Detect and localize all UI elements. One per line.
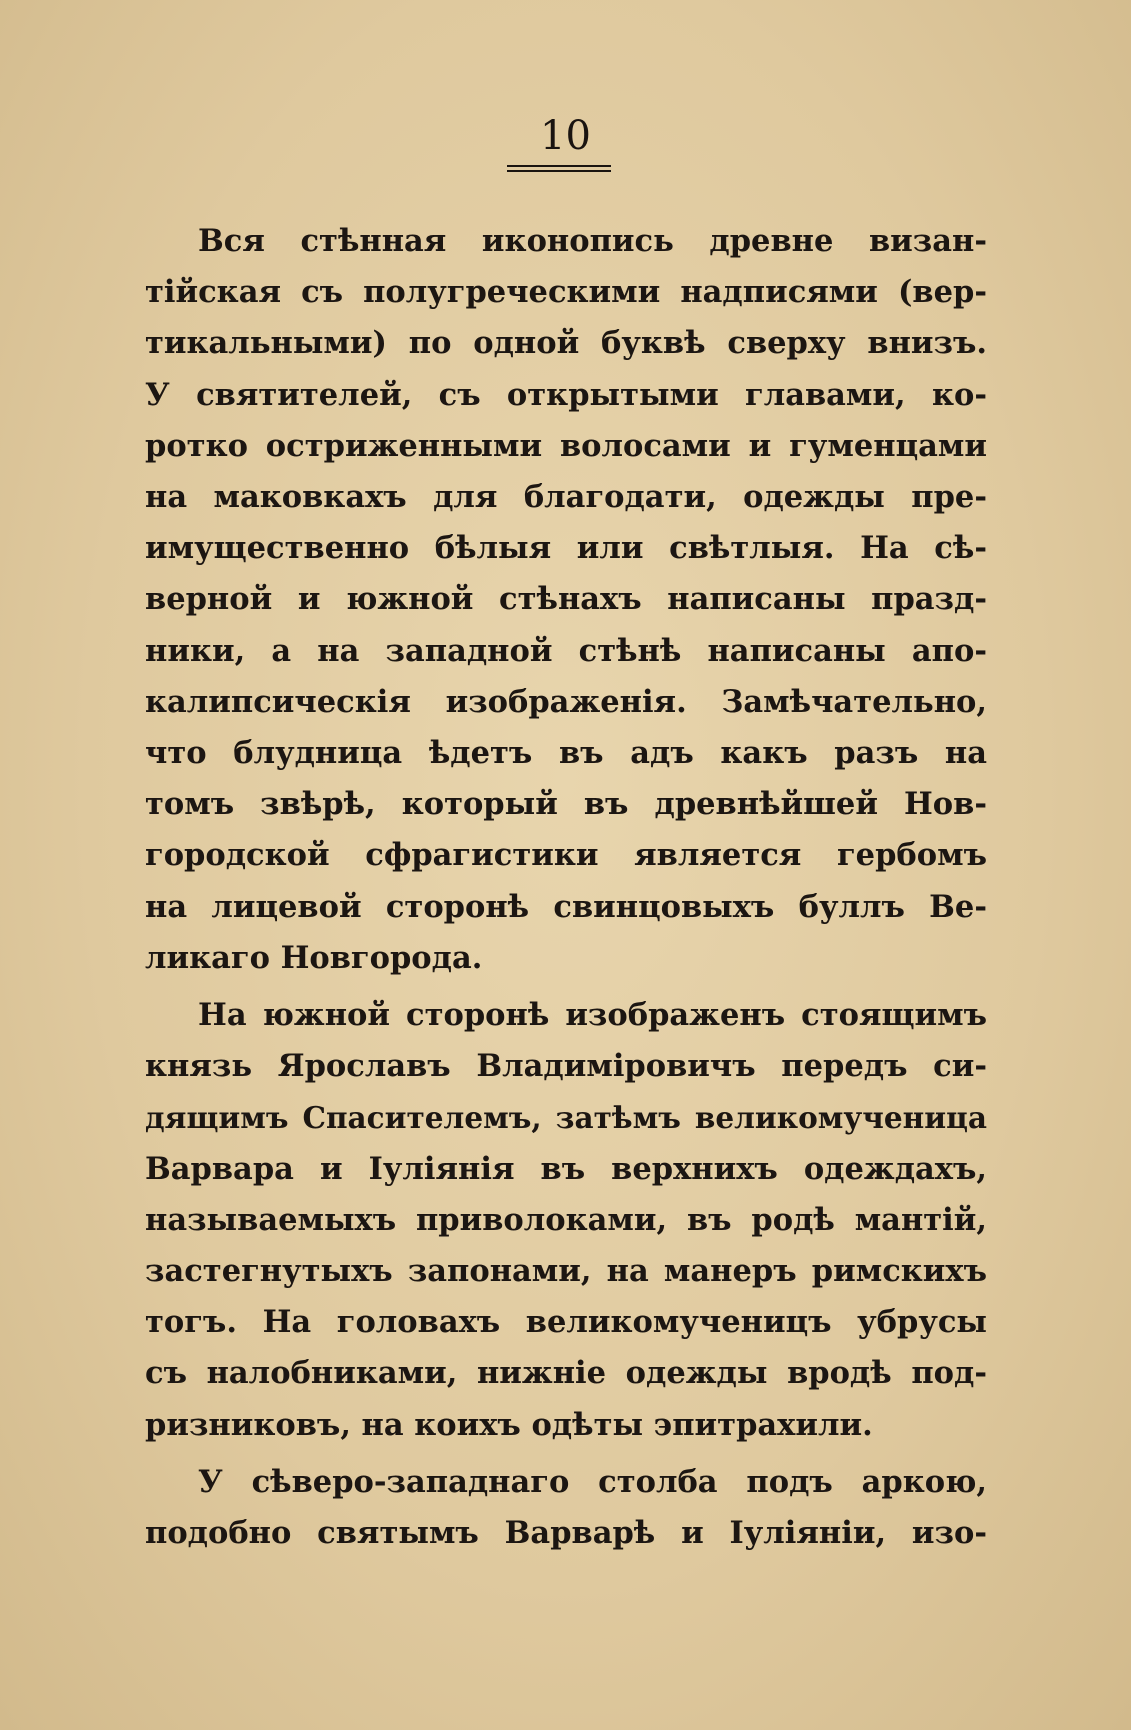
text-line: князь Ярославъ Владиміровичъ передъ си- [145, 1048, 987, 1085]
text-line: называемыхъ приволоками, въ родѣ мантій, [145, 1201, 987, 1238]
paragraph [145, 990, 987, 1451]
text-line: У святителей, съ открытыми главами, ко- [145, 376, 987, 413]
text-line: ризниковъ, на коихъ одѣты эпитрахили. [145, 1406, 873, 1443]
text-line: У сѣверо-западнаго столба подъ аркою, [198, 1463, 987, 1500]
paragraph [145, 216, 987, 984]
page-header [0, 112, 1131, 160]
text-line: тогъ. На головахъ великомученицъ убрусы [145, 1304, 987, 1341]
text-line: застегнутыхъ запонами, на манеръ римскихъ [145, 1253, 987, 1290]
paragraph [145, 1457, 987, 1559]
text-line: съ налобниками, нижніе одежды вродѣ под- [145, 1355, 987, 1392]
text-line: Вся стѣнная иконопись древне визан- [198, 223, 987, 259]
page-number: 10 [540, 113, 591, 159]
text-line: что блудница ѣдетъ въ адъ какъ разъ на [145, 735, 987, 772]
header-double-rule [507, 165, 611, 172]
text-line: на маковкахъ для благодати, одежды пре- [145, 479, 987, 516]
text-line: ротко остриженными волосами и гуменцами [145, 427, 987, 464]
text-line: городской сфрагистики является гербомъ [145, 837, 987, 874]
text-line: верной и южной стѣнахъ написаны празд- [145, 581, 987, 618]
text-line: дящимъ Спасителемъ, затѣмъ великомученица [145, 1100, 987, 1136]
body-text [145, 216, 987, 1559]
text-line: тійская съ полугреческими надписями (вер- [145, 274, 987, 311]
text-line: Варвара и Іуліянія въ верхнихъ одеждахъ, [145, 1150, 987, 1187]
text-line: тикальными) по одной буквѣ сверху внизъ. [145, 325, 987, 362]
text-line: на лицевой сторонѣ свинцовыхъ буллъ Ве- [145, 888, 987, 925]
text-line: томъ звѣрѣ, который въ древнѣйшей Нов- [145, 786, 987, 823]
text-line: ликаго Новгорода. [145, 939, 483, 976]
text-line: На южной сторонѣ изображенъ стоящимъ [198, 997, 987, 1034]
text-line: калипсическія изображенія. Замѣчательно, [145, 683, 987, 720]
text-line: подобно святымъ Варварѣ и Іуліяніи, изо- [145, 1515, 987, 1552]
text-line: ники, а на западной стѣнѣ написаны апо- [145, 632, 987, 669]
text-line: имущественно бѣлыя или свѣтлыя. На сѣ- [145, 530, 987, 567]
